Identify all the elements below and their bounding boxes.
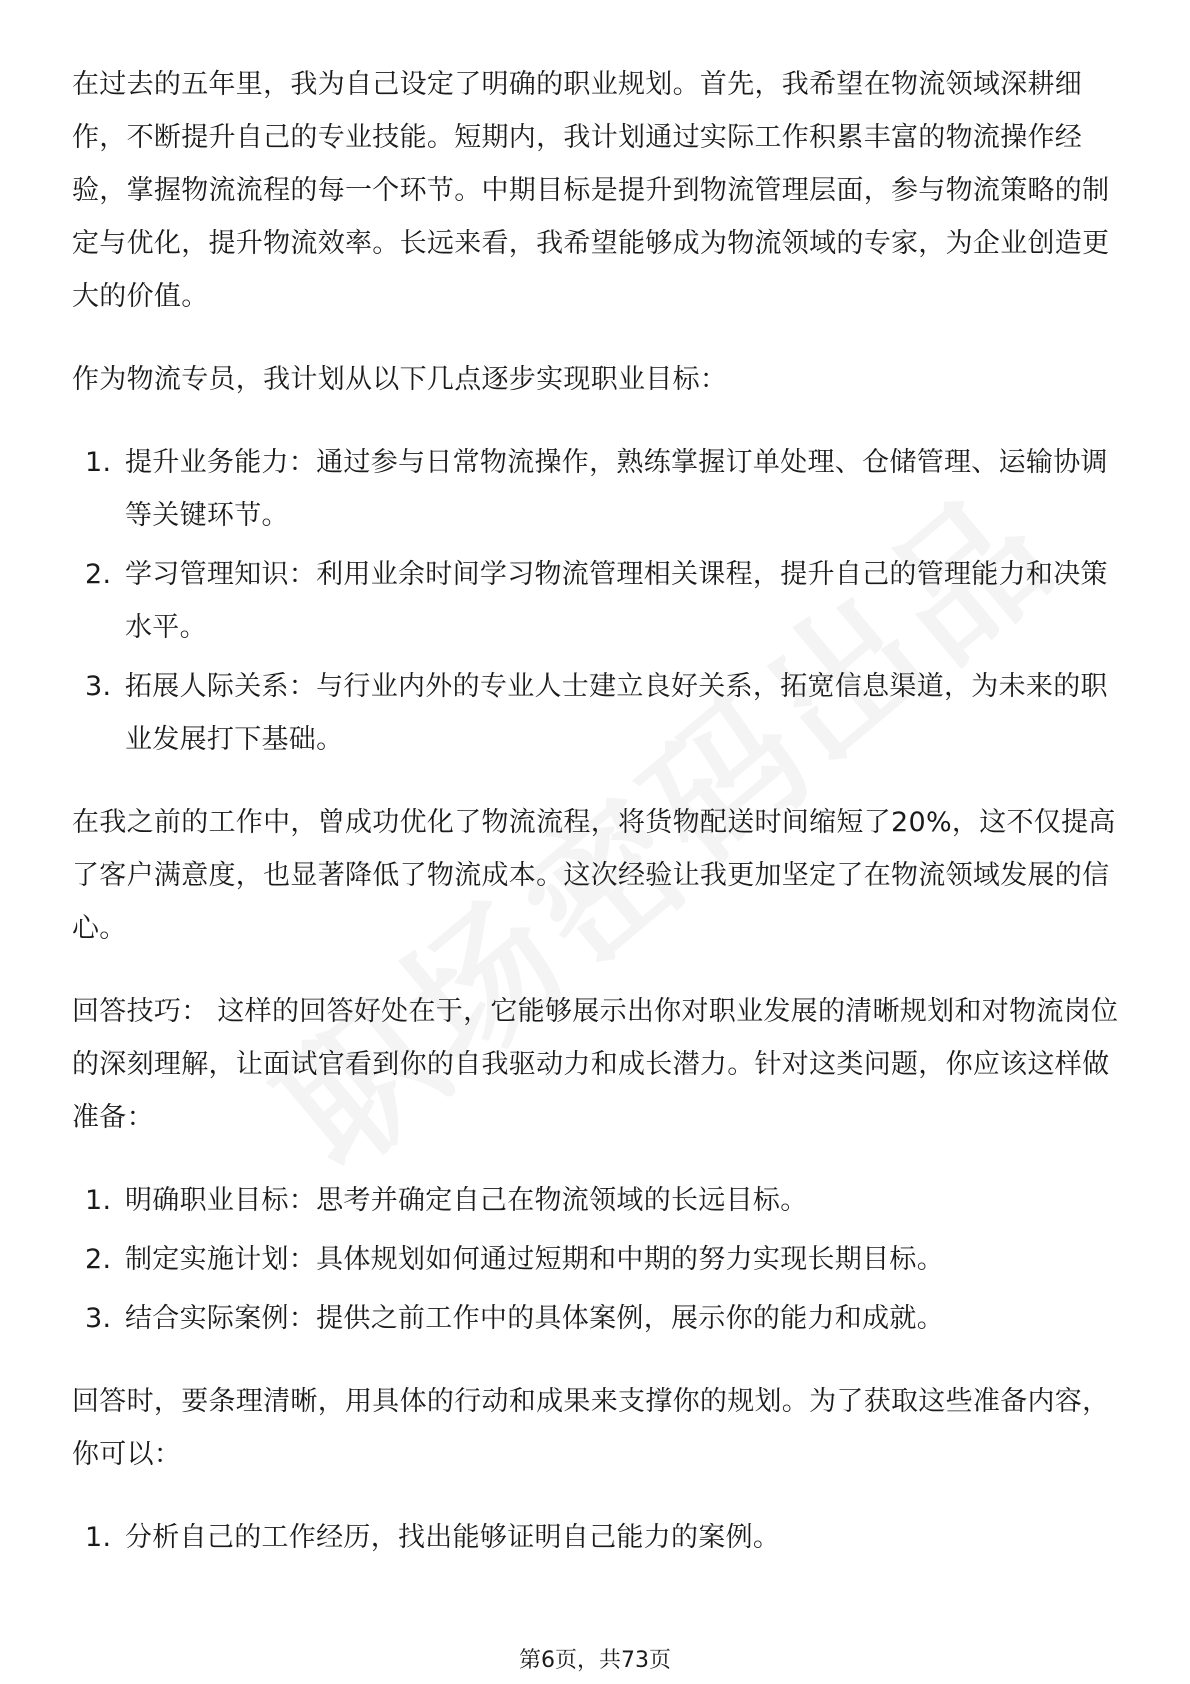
list-item	[72, 436, 1122, 542]
list-item-text: 分析自己的工作经历，找出能够证明自己能力的案例。	[125, 1522, 781, 1553]
list-item	[72, 1174, 1122, 1227]
paragraph-career-plan: 在过去的五年里，我为自己设定了明确的职业规划。首先，我希望在物流领域深耕细作，不断提升自己的专业技能。短期内，我计划通过实际工作积累丰富的物流操作经验，掌握物流流程的每一个环节。中期目标是提升到物流管理层面，参与物流策略的制定与优化，提升物流效率。长远来看，我希望能够成为物流领域的专家，为企业创造更大的价值。	[72, 69, 1110, 312]
sources-list	[72, 1511, 1122, 1564]
list-item-text: 提升业务能力：通过参与日常物流操作，熟练掌握订单处理、仓储管理、运输协调等关键环节。	[125, 447, 1108, 531]
list-item-number: 2.	[85, 559, 112, 590]
list-item-number: 3.	[85, 671, 112, 702]
list-item	[72, 1292, 1122, 1345]
paragraph-list-intro: 作为物流专员，我计划从以下几点逐步实现职业目标：	[72, 364, 728, 395]
list-item-text: 拓展人际关系：与行业内外的专业人士建立良好关系，拓宽信息渠道，为未来的职业发展打下基础。	[125, 671, 1108, 755]
career-steps-list	[72, 436, 1122, 766]
document-body	[72, 58, 1122, 1594]
list-item-number: 3.	[85, 1303, 112, 1334]
paragraph-answer-guidance: 回答时，要条理清晰，用具体的行动和成果来支撑你的规划。为了获取这些准备内容，你可以：	[72, 1386, 1110, 1470]
page-number-footer: 第6页，共73页	[519, 1648, 671, 1673]
paragraph-answer-tips: 回答技巧： 这样的回答好处在于，它能够展示出你对职业发展的清晰规划和对物流岗位的深刻理解，让面试官看到你的自我驱动力和成长潜力。针对这类问题，你应该这样做准备：	[72, 996, 1119, 1133]
list-item-text: 明确职业目标：思考并确定自己在物流领域的长远目标。	[125, 1185, 808, 1216]
list-item	[72, 1233, 1122, 1286]
list-item-number: 2.	[85, 1244, 112, 1275]
list-item-number: 1.	[85, 1185, 112, 1216]
list-item-number: 1.	[85, 1522, 112, 1553]
list-item-text: 制定实施计划：具体规划如何通过短期和中期的努力实现长期目标。	[125, 1244, 944, 1275]
list-item	[72, 660, 1122, 766]
list-item-text: 结合实际案例：提供之前工作中的具体案例，展示你的能力和成就。	[125, 1303, 944, 1334]
list-item	[72, 1511, 1122, 1564]
paragraph-experience: 在我之前的工作中，曾成功优化了物流流程，将货物配送时间缩短了20%，这不仅提高了客户满意度，也显著降低了物流成本。这次经验让我更加坚定了在物流领域发展的信心。	[72, 807, 1116, 944]
list-item	[72, 548, 1122, 654]
list-item-text: 学习管理知识：利用业余时间学习物流管理相关课程，提升自己的管理能力和决策水平。	[125, 559, 1108, 643]
preparation-list	[72, 1174, 1122, 1345]
list-item-number: 1.	[85, 447, 112, 478]
